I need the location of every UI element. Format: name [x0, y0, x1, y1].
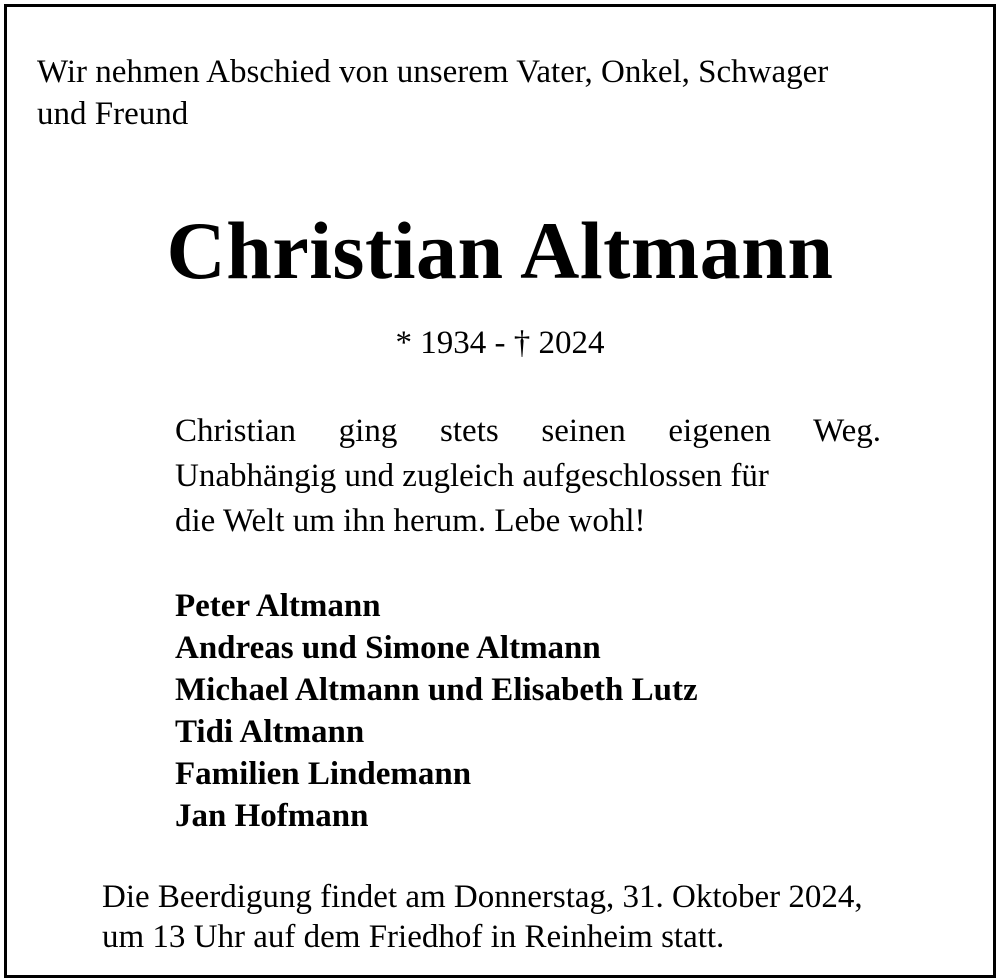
- mourners-list: [175, 585, 698, 837]
- deceased-name: Christian Altmann: [166, 205, 834, 296]
- mourner-item: Michael Altmann und Elisabeth Lutz: [175, 672, 698, 708]
- life-dates: * 1934 - † 2024: [395, 325, 605, 361]
- intro-text: [37, 51, 987, 135]
- mourner-item: Familien Lindemann: [175, 756, 472, 792]
- mourner-item: Tidi Altmann: [175, 714, 365, 750]
- quote-line-1: Christian ging stets seinen eigenen Weg.: [175, 413, 881, 449]
- mourner-item: Jan Hofmann: [175, 798, 369, 834]
- funeral-details: [102, 877, 952, 957]
- quote-line-2: Unabhängig und zugleich aufgeschlossen für: [175, 458, 769, 494]
- intro-line-1: Wir nehmen Abschied von unserem Vater, Onkel, Schwager: [37, 54, 829, 90]
- memorial-quote: [175, 409, 881, 544]
- funeral-line-1: Die Beerdigung findet am Donnerstag, 31. Oktober 2024,: [102, 879, 863, 915]
- funeral-line-2: um 13 Uhr auf dem Friedhof in Reinheim statt.: [102, 919, 725, 955]
- mourner-item: Peter Altmann: [175, 588, 381, 624]
- mourner-item: Andreas und Simone Altmann: [175, 630, 601, 666]
- obituary-notice: [4, 4, 996, 978]
- quote-line-3: die Welt um ihn herum. Lebe wohl!: [175, 503, 646, 539]
- intro-line-2: und Freund: [37, 96, 189, 132]
